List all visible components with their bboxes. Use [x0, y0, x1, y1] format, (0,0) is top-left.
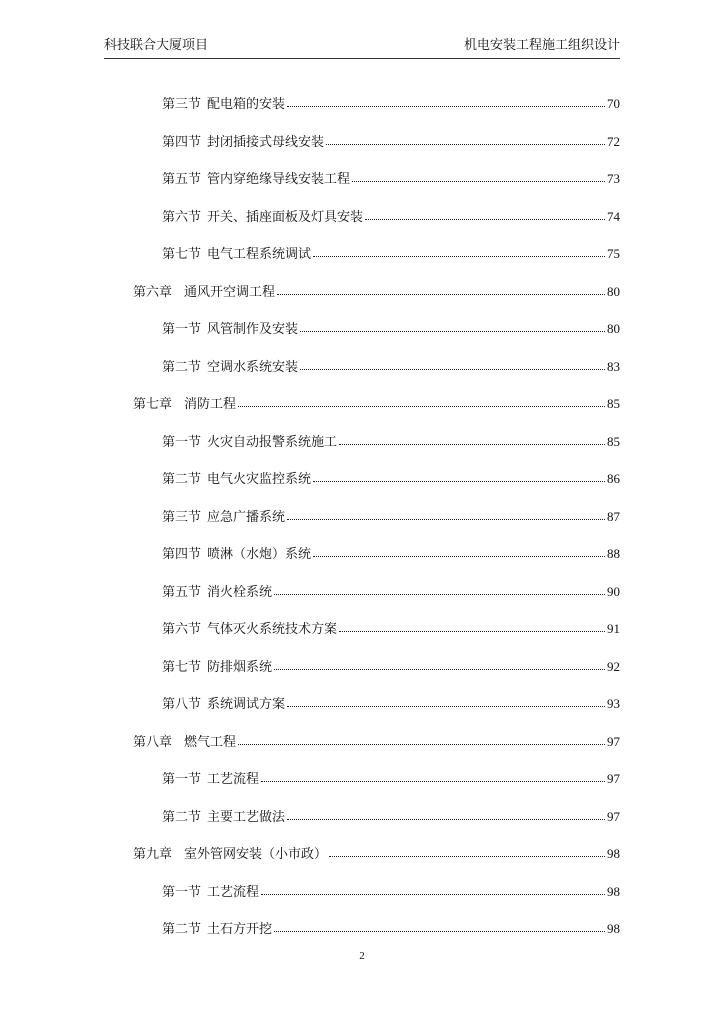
toc-entry-title: 系统调试方案 [207, 697, 286, 712]
toc-entry-number: 第五节 [162, 172, 202, 187]
toc-entry-page: 91 [607, 621, 620, 636]
toc-entry-number: 第六节 [162, 210, 202, 225]
toc-section-entry [162, 463, 620, 487]
toc-entry-page: 86 [607, 471, 620, 486]
toc-entry-page: 93 [607, 696, 620, 711]
toc-entry-page: 85 [607, 396, 620, 411]
toc-dot-leader [365, 219, 605, 220]
toc-section-entry [162, 763, 620, 787]
toc-dot-leader [277, 294, 605, 295]
toc-entry-title: 喷淋（水炮）系统 [207, 547, 312, 562]
toc-entry-label [162, 93, 287, 112]
toc-entry-page: 83 [607, 359, 620, 374]
toc-dot-leader [274, 594, 605, 595]
toc-entry-page: 97 [607, 809, 620, 824]
toc-section-entry [162, 651, 620, 675]
toc-entry-label [162, 881, 261, 900]
toc-entry-title: 燃气工程 [184, 735, 237, 750]
toc-entry-number: 第七节 [162, 660, 202, 675]
toc-dot-leader [287, 519, 605, 520]
toc-entry-page: 73 [607, 171, 620, 186]
toc-entry-title: 风管制作及安装 [207, 322, 299, 337]
toc-entry-page: 98 [607, 846, 620, 861]
toc-section-entry [162, 426, 620, 450]
toc-entry-label [162, 431, 339, 450]
toc-entry-label [162, 131, 326, 150]
toc-entry-number: 第七节 [162, 247, 202, 262]
toc-entry-label [162, 918, 274, 937]
toc-entry-number: 第八节 [162, 697, 202, 712]
toc-entry-title: 主要工艺做法 [207, 810, 286, 825]
toc-entry-label [133, 731, 238, 750]
toc-entry-title: 电气工程系统调试 [207, 247, 312, 262]
toc-entry-page: 98 [607, 884, 620, 899]
toc-chapter-entry [133, 726, 620, 750]
toc-section-entry [162, 201, 620, 225]
toc-dot-leader [261, 894, 605, 895]
toc-dot-leader [313, 556, 605, 557]
toc-entry-title: 气体灭火系统技术方案 [207, 622, 338, 637]
toc-entry-number: 第一节 [162, 885, 202, 900]
toc-entry-number: 第二节 [162, 360, 202, 375]
toc-section-entry [162, 876, 620, 900]
toc-entry-label [162, 581, 274, 600]
header-project-name: 科技联合大厦项目 [104, 38, 209, 53]
toc-entry-title: 消火栓系统 [207, 585, 273, 600]
toc-entry-title: 电气火灾监控系统 [207, 472, 312, 487]
toc-entry-number: 第五节 [162, 585, 202, 600]
toc-section-entry [162, 801, 620, 825]
toc-entry-title: 应急广播系统 [207, 510, 286, 525]
toc-section-entry [162, 501, 620, 525]
toc-entry-title: 开关、插座面板及灯具安装 [207, 210, 364, 225]
toc-section-entry [162, 126, 620, 150]
toc-entry-number: 第二节 [162, 922, 202, 937]
toc-section-entry [162, 351, 620, 375]
toc-entry-title: 封闭插接式母线安装 [207, 135, 325, 150]
toc-entry-number: 第四节 [162, 547, 202, 562]
toc-entry-label [162, 806, 287, 825]
toc-section-entry [162, 613, 620, 637]
toc-dot-leader [261, 781, 605, 782]
toc-section-entry [162, 538, 620, 562]
toc-entry-label [162, 206, 365, 225]
toc-entry-title: 防排烟系统 [207, 660, 273, 675]
toc-section-entry [162, 163, 620, 187]
toc-entry-label [162, 768, 261, 787]
toc-entry-label [162, 506, 287, 525]
toc-entry-number: 第一节 [162, 435, 202, 450]
toc-entry-title: 通风开空调工程 [184, 285, 276, 300]
toc-dot-leader [238, 406, 605, 407]
toc-entry-page: 74 [607, 209, 620, 224]
toc-entry-number: 第八章 [133, 735, 173, 750]
toc-entry-label [162, 618, 339, 637]
toc-dot-leader [326, 144, 605, 145]
toc-chapter-entry [133, 276, 620, 300]
toc-dot-leader [287, 106, 605, 107]
toc-dot-leader [274, 931, 605, 932]
toc-entry-page: 72 [607, 134, 620, 149]
header-document-title: 机电安装工程施工组织设计 [463, 38, 620, 53]
toc-entry-number: 第一节 [162, 322, 202, 337]
toc-entry-page: 80 [607, 284, 620, 299]
toc-dot-leader [300, 369, 605, 370]
toc-entry-title: 火灾自动报警系统施工 [207, 435, 338, 450]
toc-entry-number: 第九章 [133, 847, 173, 862]
toc-entry-page: 70 [607, 96, 620, 111]
toc-entry-label [162, 656, 274, 675]
toc-dot-leader [300, 331, 605, 332]
toc-section-entry [162, 576, 620, 600]
toc-entry-label [162, 318, 300, 337]
toc-entry-page: 90 [607, 584, 620, 599]
toc-section-entry [162, 238, 620, 262]
toc-entry-number: 第一节 [162, 772, 202, 787]
toc-section-entry [162, 88, 620, 112]
toc-dot-leader [313, 256, 605, 257]
toc-dot-leader [287, 819, 605, 820]
header-rule [104, 58, 620, 59]
toc-entry-label [133, 843, 329, 862]
toc-entry-number: 第四节 [162, 135, 202, 150]
toc-entry-title: 土石方开挖 [207, 922, 273, 937]
toc-entry-page: 85 [607, 434, 620, 449]
page-header [104, 34, 620, 56]
toc-dot-leader [329, 856, 605, 857]
toc-entry-page: 75 [607, 246, 620, 261]
toc-dot-leader [339, 444, 605, 445]
toc-section-entry [162, 313, 620, 337]
toc-entry-label [133, 281, 277, 300]
toc-dot-leader [313, 481, 605, 482]
toc-entry-number: 第二节 [162, 472, 202, 487]
page-number: 2 [359, 950, 365, 962]
toc-dot-leader [274, 669, 605, 670]
toc-entry-title: 室外管网安装（小市政） [184, 847, 328, 862]
toc-dot-leader [238, 744, 605, 745]
toc-entry-label [162, 243, 313, 262]
toc-entry-label [162, 468, 313, 487]
toc-dot-leader [339, 631, 605, 632]
toc-entry-page: 92 [607, 659, 620, 674]
toc-entry-title: 消防工程 [184, 397, 237, 412]
toc-entry-page: 87 [607, 509, 620, 524]
toc-entry-title: 配电箱的安装 [207, 97, 286, 112]
toc-entry-page: 98 [607, 921, 620, 936]
toc-section-entry [162, 688, 620, 712]
toc-entry-label [162, 693, 287, 712]
toc-entry-title: 管内穿绝缘导线安装工程 [207, 172, 351, 187]
toc-entry-page: 88 [607, 546, 620, 561]
toc-entry-number: 第三节 [162, 510, 202, 525]
toc-dot-leader [287, 706, 605, 707]
toc-entry-number: 第三节 [162, 97, 202, 112]
toc-entry-label [162, 356, 300, 375]
toc-entry-label [133, 393, 238, 412]
toc-entry-title: 工艺流程 [207, 772, 260, 787]
toc-entry-page: 80 [607, 321, 620, 336]
toc-chapter-entry [133, 838, 620, 862]
toc-entry-title: 工艺流程 [207, 885, 260, 900]
toc-entry-number: 第二节 [162, 810, 202, 825]
toc-chapter-entry [133, 388, 620, 412]
toc-dot-leader [352, 181, 605, 182]
toc-section-entry [162, 913, 620, 937]
toc-entry-page: 97 [607, 771, 620, 786]
toc-entry-label [162, 168, 352, 187]
toc-entry-number: 第七章 [133, 397, 173, 412]
toc-entry-number: 第六章 [133, 285, 173, 300]
toc-entry-label [162, 543, 313, 562]
toc-entry-title: 空调水系统安装 [207, 360, 299, 375]
toc-entry-number: 第六节 [162, 622, 202, 637]
toc-entry-page: 97 [607, 734, 620, 749]
